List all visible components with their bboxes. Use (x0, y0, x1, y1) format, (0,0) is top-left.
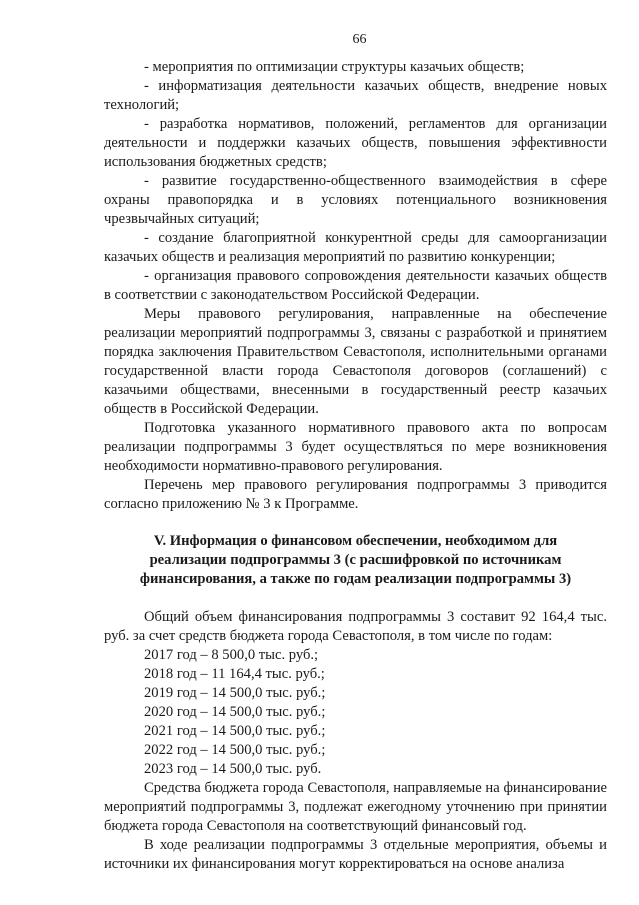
bullet-item: - разработка нормативов, положений, регламентов для организации деятельности и поддержки казачьих обществ, повышения эффективности использования бюджетных средств; (104, 116, 607, 170)
list-item: 2020 год – 14 500,0 тыс. руб.; (144, 704, 326, 720)
list-item: 2022 год – 14 500,0 тыс. руб.; (144, 742, 326, 758)
page-number: 66 (352, 32, 367, 47)
section-heading-line: V. Информация о финансовом обеспечении, необходимом для (153, 533, 558, 549)
paragraph: Подготовка указанного нормативного правового акта по вопросам реализации подпрограммы 3 будет осуществляться по мере возникновения необходимости нормативно-правового регулирования. (104, 420, 607, 474)
list-item: 2021 год – 14 500,0 тыс. руб.; (144, 723, 326, 739)
paragraph: Меры правового регулирования, направленные на обеспечение реализации мероприятий подпрограммы 3, связаны с разработкой и принятием порядка заключения Правительством Севастополя, исполнительными органами государственной власти города Севастополя договоров (соглашений) с казачьими обществами, внесенными в государственный реестр казачьих обществ в Российской Федерации. (104, 306, 607, 417)
paragraph: В ходе реализации подпрограммы 3 отдельные мероприятия, объемы и источники их финансирования могут корректироваться на основе анализа (104, 837, 607, 872)
bullet-item: - организация правового сопровождения деятельности казачьих обществ в соответствии с законодательством Российской Федерации. (104, 268, 607, 303)
section-heading-line: реализации подпрограммы 3 (с расшифровкой по источникам (149, 552, 562, 568)
bullet-item: - создание благоприятной конкурентной среды для самоорганизации казачьих обществ и реализация мероприятий по развитию конкуренции; (104, 230, 607, 265)
section-heading (104, 532, 607, 589)
list-item: 2019 год – 14 500,0 тыс. руб.; (144, 685, 326, 701)
financing-intro: Общий объем финансирования подпрограммы 3 составит 92 164,4 тыс. руб. за счет средств бюджета города Севастополя, в том числе по годам: (104, 609, 607, 644)
list-item: 2017 год – 8 500,0 тыс. руб.; (144, 647, 319, 663)
list-item: 2018 год – 11 164,4 тыс. руб.; (144, 666, 325, 682)
section-heading-line: финансирования, а также по годам реализации подпрограммы 3) (139, 571, 572, 587)
bullet-item: - развитие государственно-общественного взаимодействия в сфере охраны правопорядка и в условиях потенциального возникновения чрезвычайных ситуаций; (104, 173, 607, 227)
bullet-item: - мероприятия по оптимизации структуры казачьих обществ; (144, 59, 525, 75)
paragraph: Средства бюджета города Севастополя, направляемые на финансирование мероприятий подпрограммы 3, подлежат ежегодному уточнению при принятии бюджета города Севастополя на соответствующий финансовый год. (104, 780, 607, 834)
financing-by-year-list (104, 646, 607, 779)
paragraph: Перечень мер правового регулирования подпрограммы 3 приводится согласно приложению № 3 к Программе. (104, 477, 607, 512)
bullet-item: - информатизация деятельности казачьих обществ, внедрение новых технологий; (104, 78, 607, 113)
list-item: 2023 год – 14 500,0 тыс. руб. (144, 761, 322, 777)
